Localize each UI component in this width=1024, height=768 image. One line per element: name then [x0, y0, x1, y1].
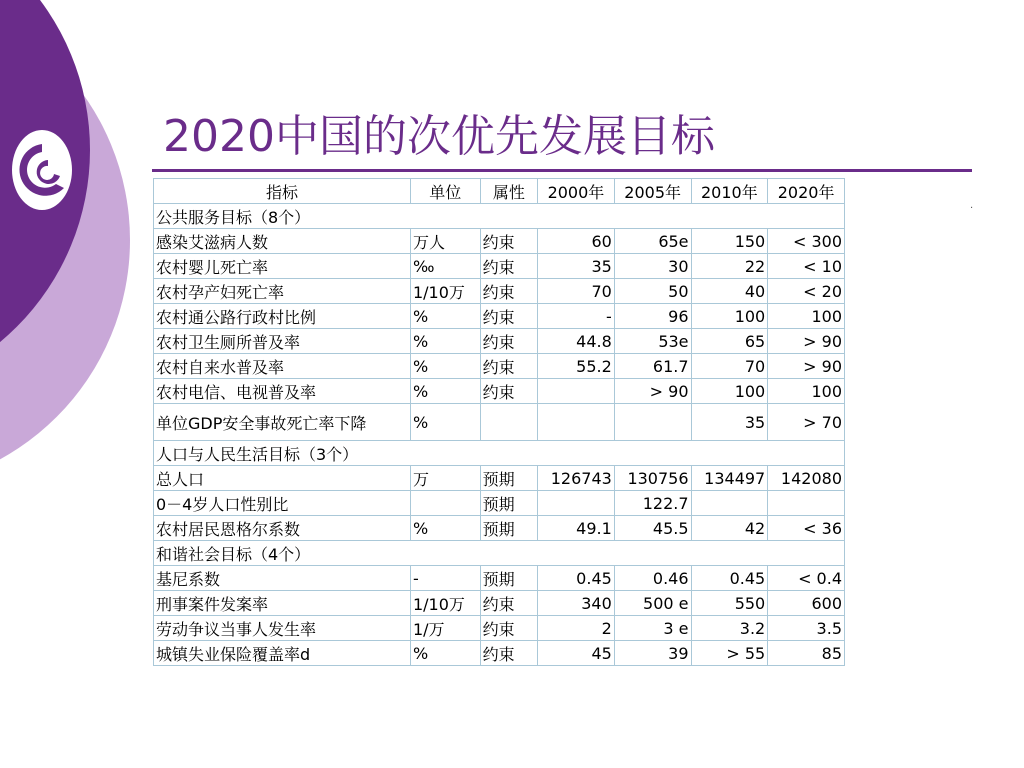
- table-header-row: [154, 179, 845, 204]
- table-cell: [691, 491, 768, 516]
- table-cell: 约束: [480, 254, 537, 279]
- table-cell: 约束: [480, 591, 537, 616]
- table-cell: 49.1: [538, 516, 615, 541]
- table-row: [154, 491, 845, 516]
- table-cell: 100: [691, 379, 768, 404]
- header-cell: 属性: [480, 179, 537, 204]
- section-heading: 人口与人民生活目标（3个）: [154, 441, 845, 466]
- table-cell: 45.5: [614, 516, 691, 541]
- table-cell: 122.7: [614, 491, 691, 516]
- table-cell: 44.8: [538, 329, 615, 354]
- table-cell: [538, 491, 615, 516]
- table-row: [154, 641, 845, 666]
- table-cell: 1/10万: [410, 279, 480, 304]
- table-row: [154, 466, 845, 491]
- table-cell: 劳动争议当事人发生率: [154, 616, 411, 641]
- table-cell: 总人口: [154, 466, 411, 491]
- table-cell: 126743: [538, 466, 615, 491]
- table-cell: 45: [538, 641, 615, 666]
- table-cell: 农村通公路行政村比例: [154, 304, 411, 329]
- table-cell: 550: [691, 591, 768, 616]
- table-cell: %: [410, 354, 480, 379]
- table-cell: 96: [614, 304, 691, 329]
- table-cell: 150: [691, 229, 768, 254]
- table-cell: 感染艾滋病人数: [154, 229, 411, 254]
- table-cell: 500 e: [614, 591, 691, 616]
- table-cell: > 90: [768, 354, 845, 379]
- table-cell: [614, 404, 691, 441]
- table-cell: %: [410, 516, 480, 541]
- table-cell: [480, 404, 537, 441]
- table-cell: %: [410, 304, 480, 329]
- section-heading: 公共服务目标（8个）: [154, 204, 845, 229]
- decorative-circles: [0, 0, 140, 480]
- data-table: [153, 178, 845, 666]
- table-cell: %: [410, 379, 480, 404]
- table-cell: 万人: [410, 229, 480, 254]
- table-cell: 70: [538, 279, 615, 304]
- table-cell: 约束: [480, 279, 537, 304]
- table-row: [154, 591, 845, 616]
- page-title: 2020中国的次优先发展目标: [163, 111, 715, 162]
- table-cell: < 20: [768, 279, 845, 304]
- table-cell: 1/万: [410, 616, 480, 641]
- table-cell: > 90: [768, 329, 845, 354]
- table-cell: 农村自来水普及率: [154, 354, 411, 379]
- table-cell: < 36: [768, 516, 845, 541]
- table-cell: < 10: [768, 254, 845, 279]
- table-row: [154, 354, 845, 379]
- table-cell: > 70: [768, 404, 845, 441]
- table-cell: 130756: [614, 466, 691, 491]
- table-cell: 3.2: [691, 616, 768, 641]
- table-cell: 0－4岁人口性别比: [154, 491, 411, 516]
- table-cell: 35: [691, 404, 768, 441]
- section-heading-row: [154, 441, 845, 466]
- section-heading: 和谐社会目标（4个）: [154, 541, 845, 566]
- table-cell: 600: [768, 591, 845, 616]
- table-row: [154, 304, 845, 329]
- table-cell: 0.46: [614, 566, 691, 591]
- table-cell: 约束: [480, 354, 537, 379]
- table-cell: 100: [768, 379, 845, 404]
- table-cell: 万: [410, 466, 480, 491]
- table-cell: 农村电信、电视普及率: [154, 379, 411, 404]
- table-cell: 65e: [614, 229, 691, 254]
- table-row: [154, 616, 845, 641]
- section-heading-row: [154, 541, 845, 566]
- table-cell: 农村孕产妇死亡率: [154, 279, 411, 304]
- table-row: [154, 566, 845, 591]
- table-cell: 100: [691, 304, 768, 329]
- table-cell: < 300: [768, 229, 845, 254]
- table-row: [154, 379, 845, 404]
- table-cell: [410, 491, 480, 516]
- table-row: [154, 404, 845, 441]
- table-cell: < 0.4: [768, 566, 845, 591]
- table-cell: %: [410, 404, 480, 441]
- table-cell: 约束: [480, 329, 537, 354]
- table-cell: 1/10万: [410, 591, 480, 616]
- table-cell: 61.7: [614, 354, 691, 379]
- table-cell: 40: [691, 279, 768, 304]
- table-cell: 2: [538, 616, 615, 641]
- table-row: [154, 254, 845, 279]
- table-row: [154, 279, 845, 304]
- table-cell: 约束: [480, 616, 537, 641]
- table-cell: %: [410, 329, 480, 354]
- table-cell: 约束: [480, 379, 537, 404]
- table-cell: [538, 404, 615, 441]
- table-cell: 0.45: [691, 566, 768, 591]
- table-cell: 预期: [480, 466, 537, 491]
- table-cell: %: [410, 641, 480, 666]
- table-cell: 基尼系数: [154, 566, 411, 591]
- header-cell: 单位: [410, 179, 480, 204]
- table-cell: [768, 491, 845, 516]
- table-cell: -: [410, 566, 480, 591]
- header-cell: 2010年: [691, 179, 768, 204]
- table-cell: 85: [768, 641, 845, 666]
- table-cell: 预期: [480, 516, 537, 541]
- table-cell: 340: [538, 591, 615, 616]
- table-cell: 农村婴儿死亡率: [154, 254, 411, 279]
- section-heading-row: [154, 204, 845, 229]
- table-cell: 50: [614, 279, 691, 304]
- table-cell: 42: [691, 516, 768, 541]
- table-cell: 35: [538, 254, 615, 279]
- table-cell: 约束: [480, 641, 537, 666]
- table-cell: 预期: [480, 566, 537, 591]
- table-cell: 0.45: [538, 566, 615, 591]
- table-cell: 134497: [691, 466, 768, 491]
- table-cell: -: [538, 304, 615, 329]
- table-cell: 单位GDP安全事故死亡率下降: [154, 404, 411, 441]
- table-cell: 预期: [480, 491, 537, 516]
- table-cell: 60: [538, 229, 615, 254]
- table-row: [154, 516, 845, 541]
- table-cell: 55.2: [538, 354, 615, 379]
- table-cell: 142080: [768, 466, 845, 491]
- header-cell: 2000年: [538, 179, 615, 204]
- table-cell: 城镇失业保险覆盖率d: [154, 641, 411, 666]
- table-cell: 3.5: [768, 616, 845, 641]
- table-cell: 39: [614, 641, 691, 666]
- table-cell: 3 e: [614, 616, 691, 641]
- table-cell: 65: [691, 329, 768, 354]
- table-cell: 农村卫生厕所普及率: [154, 329, 411, 354]
- table-cell: 100: [768, 304, 845, 329]
- table-cell: 农村居民恩格尔系数: [154, 516, 411, 541]
- table-cell: 30: [614, 254, 691, 279]
- table-cell: > 55: [691, 641, 768, 666]
- table-cell: 22: [691, 254, 768, 279]
- table-cell: 约束: [480, 304, 537, 329]
- table-cell: 约束: [480, 229, 537, 254]
- table-row: [154, 229, 845, 254]
- table-cell: 70: [691, 354, 768, 379]
- header-cell: 2005年: [614, 179, 691, 204]
- table-cell: 刑事案件发案率: [154, 591, 411, 616]
- header-cell: 2020年: [768, 179, 845, 204]
- stray-dot: .: [970, 200, 974, 211]
- header-cell: 指标: [154, 179, 411, 204]
- table-row: [154, 329, 845, 354]
- title-divider: [152, 169, 972, 172]
- table-cell: ‰: [410, 254, 480, 279]
- table-cell: [538, 379, 615, 404]
- table-cell: > 90: [614, 379, 691, 404]
- table-body: [154, 204, 845, 666]
- table-cell: 53e: [614, 329, 691, 354]
